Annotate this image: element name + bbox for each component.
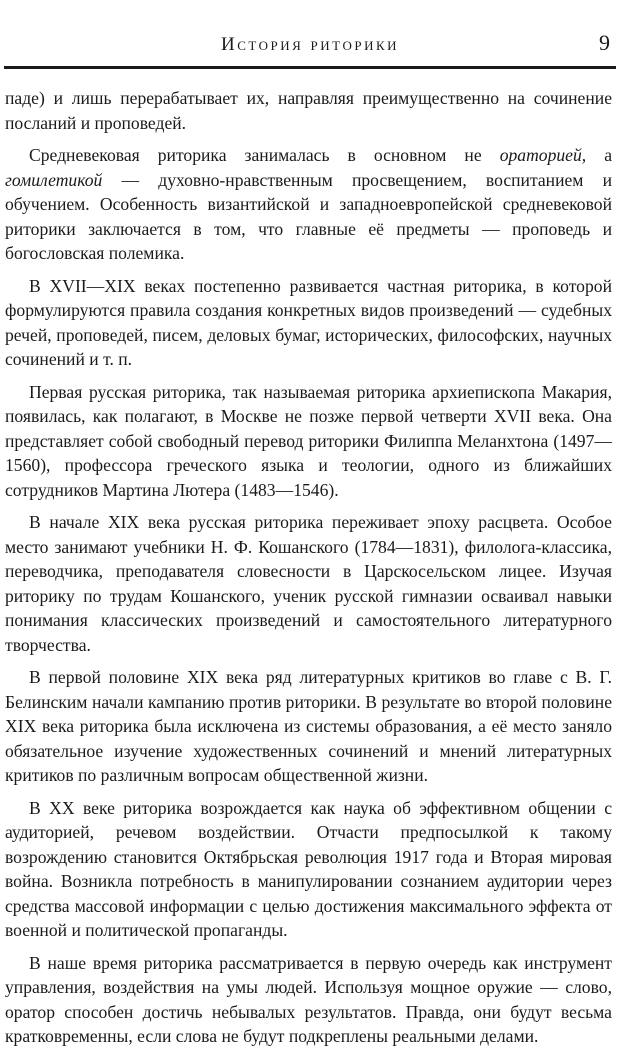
text-run: В наше время риторика рассматривается в первую очередь как инструмент управления, воздействия на умы людей. Используя мощное оружие — слово, оратор способен достичь небывалых результатов. Правда, они будут весьма кратковременны, если слова не будут подкреплены реальными делами. [5,952,612,1046]
italic-term: ораторией [499,145,582,165]
header-rule [4,66,616,69]
text-run: В XVII—XIX веках постепенно развивается частная риторика, в которой формулируются правила создания конкретных видов произведений — судебных речей, проповедей, писем, деловых бумаг, исторических, философских, научных сочинений и т. п. [5,275,612,369]
paragraph [5,86,612,135]
body-text [5,86,612,1057]
page-number: 9 [599,30,610,55]
paragraph [5,143,612,266]
paragraph [5,510,612,657]
text-run: — духовно-нравственным просвещением, воспитанием и обучением. Особенность византийской и западноевропейской средневековой риторики заключается в том, что главные её предметы — проповедь и богословская полемика. [5,169,612,263]
text-run: паде) и лишь перерабатывает их, направляя преимущественно на сочинение посланий и проповедей. [5,88,612,133]
text-run: В XX веке риторика возрождается как наука об эффективном общении с аудиторией, речевом воздействии. Отчасти предпосылкой к такому возрождению становится Октябрьская революция 1917 года и Вторая мировая война. Возникла потребность в манипулировании сознанием аудитории через средства массовой информации с целью достижения максимального эффекта от военной и политической пропаганды. [5,797,612,940]
text-run: Первая русская риторика, так называемая риторика архиепископа Макария, появилась, как полагают, в Москве не позже первой четверти XVII века. Она представляет собой свободный перевод риторики Филиппа Меланхтона (1497—1560), профессора греческого языка и теологии, одного из ближайших сотрудников Мартина Лютера (1483—1546). [5,381,612,500]
paragraph [5,665,612,788]
paragraph [5,274,612,372]
paragraph [5,796,612,943]
paragraph [5,380,612,503]
text-run: В первой половине XIX века ряд литературных критиков во главе с В. Г. Белинским начали кампанию против риторики. В результате во второй половине XIX века риторика была исключена из системы образования, а её место заняло обязательное изучение художественных сочинений и мнений литературных критиков по различным вопросам общественной жизни. [5,667,612,785]
italic-term: гомилетикой [5,169,103,190]
page-header [4,30,616,66]
text-run: , а [581,145,613,165]
text-run: В начале XIX века русская риторика переживает эпоху расцвета. Особое место занимают учебники Н. Ф. Кошанского (1784—1831), филолога-классика, переводчика, преподавателя словесности в Царскосельском лицее. Изучая риторику по трудам Кошанского, ученик русской гимназии осваивал навыки понимания классических произведений и самостоятельного литературного творчества. [5,512,612,655]
paragraph [5,951,612,1049]
text-run: Средневековая риторика занималась в основном не [29,145,500,165]
running-title: История риторики [220,34,400,55]
